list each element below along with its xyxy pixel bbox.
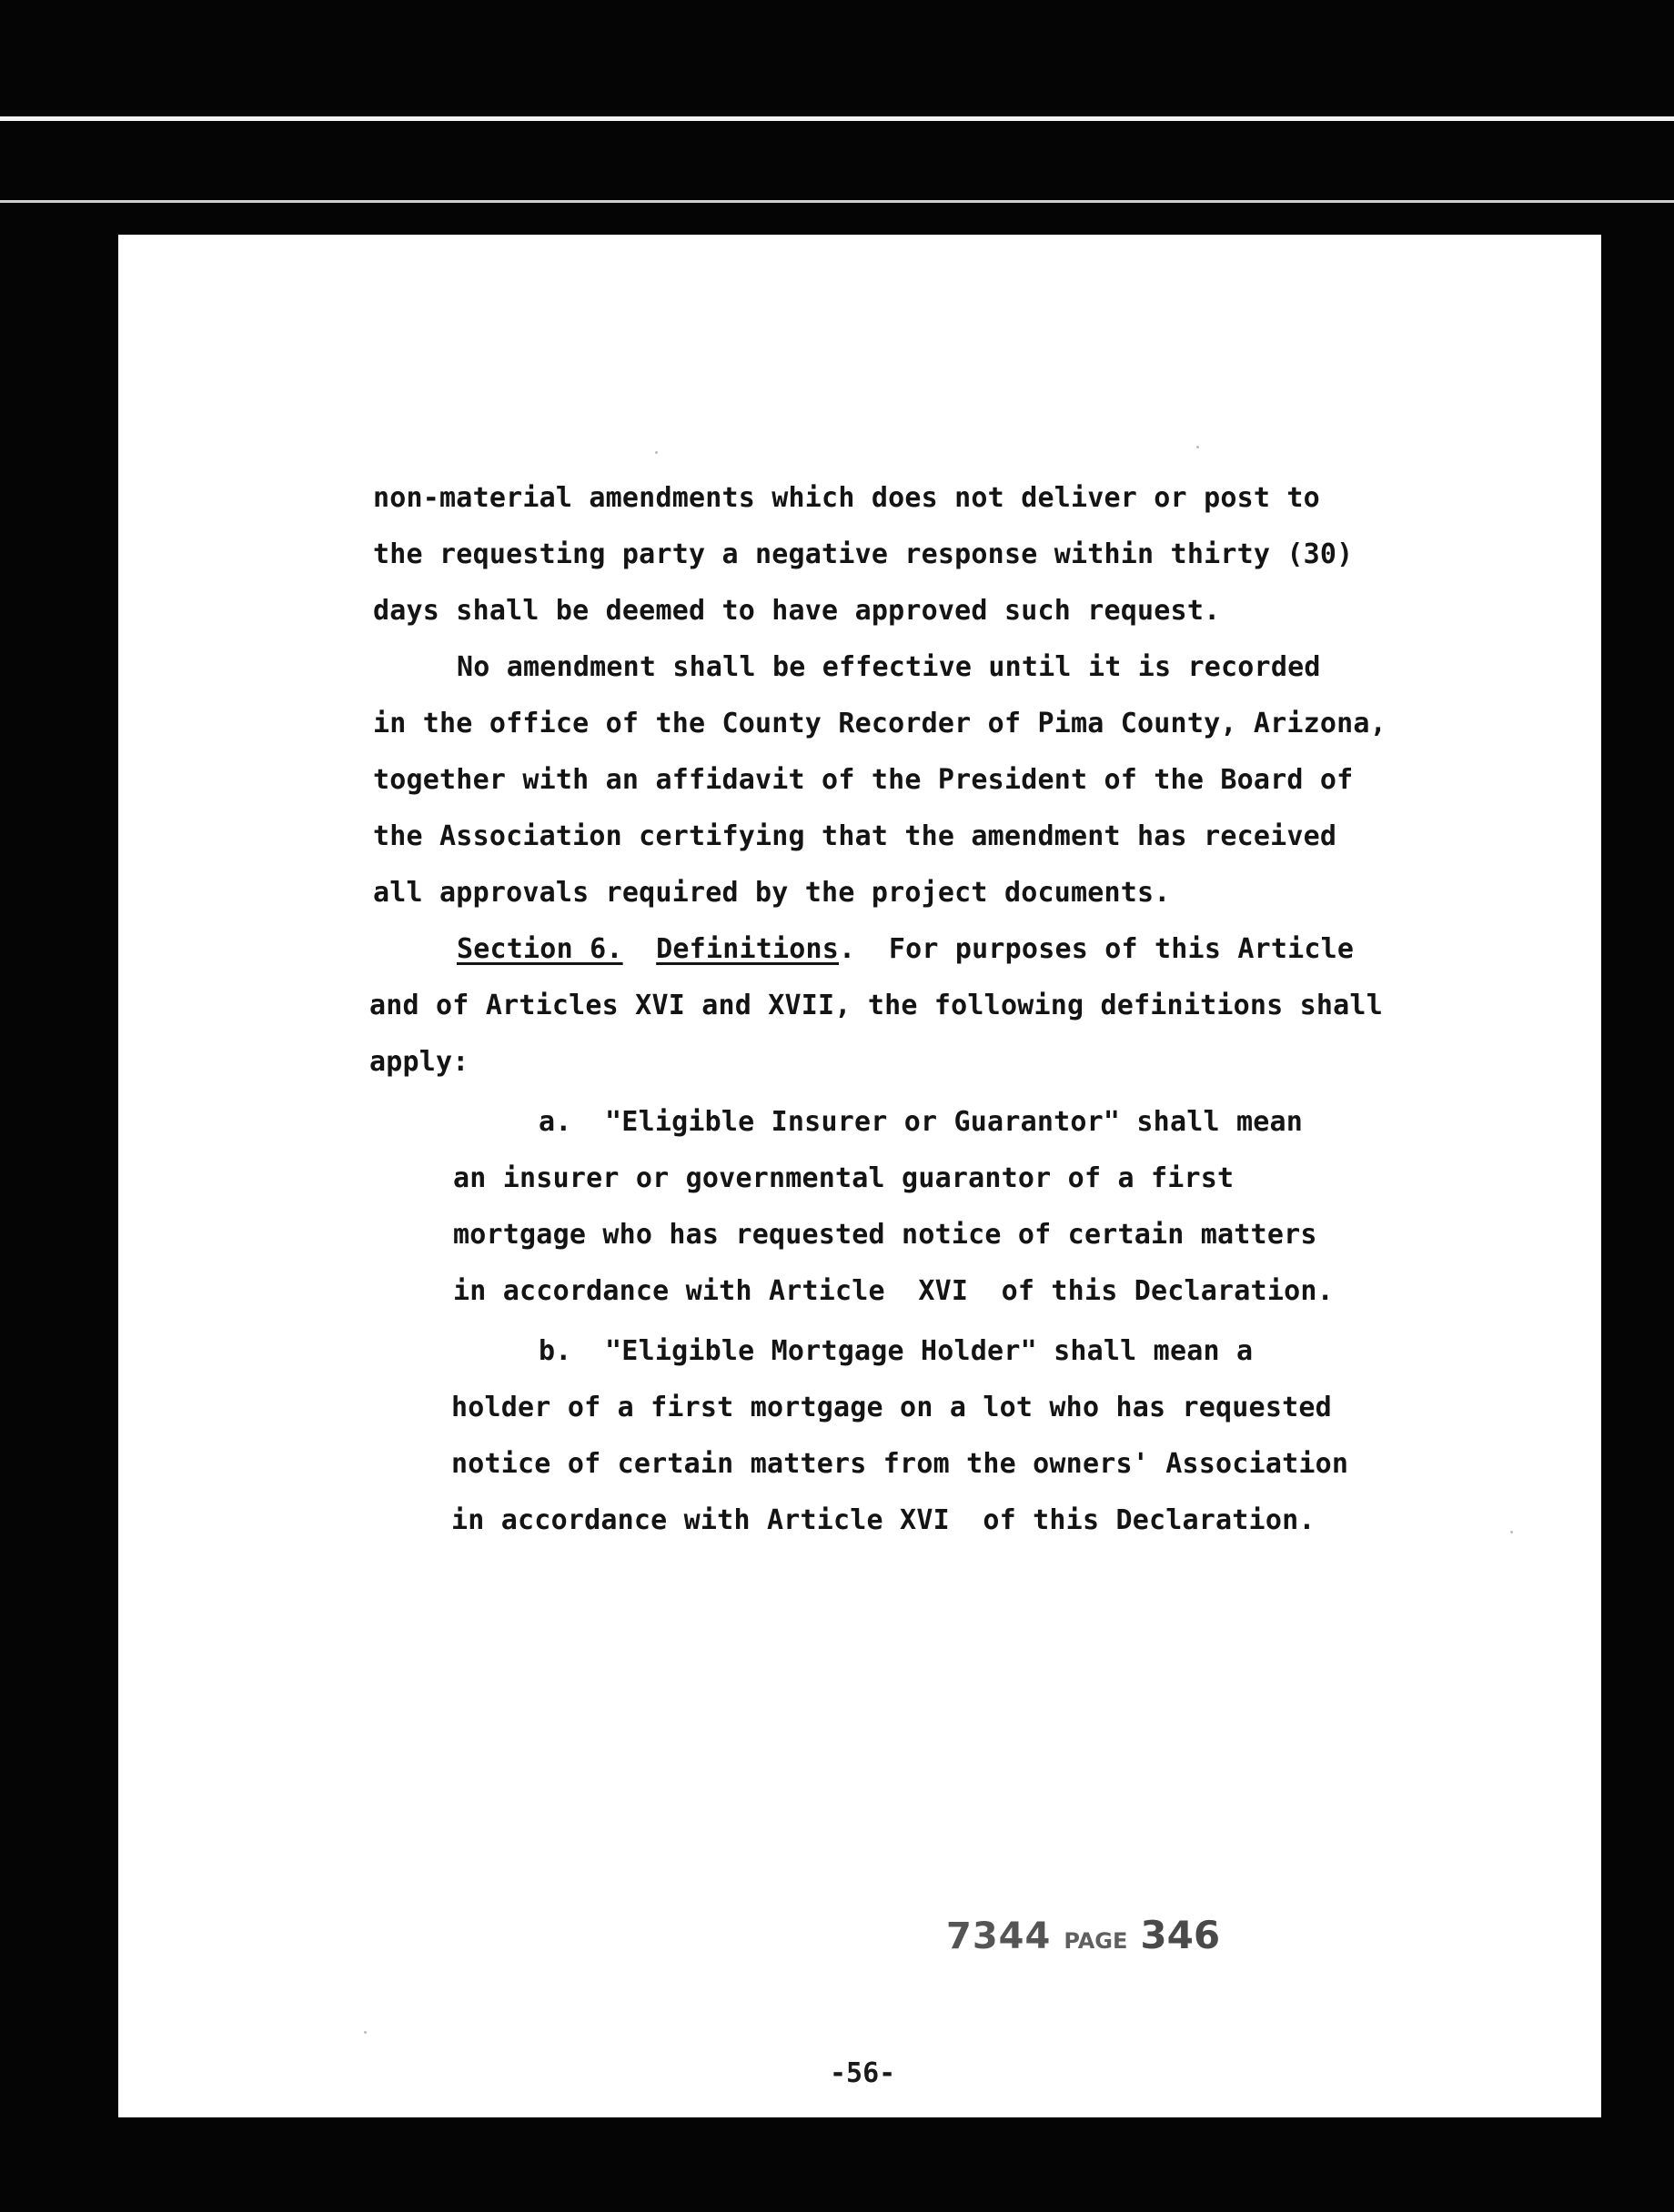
scan-border-top [0,116,1674,121]
paragraph-1-line-1: non-material amendments which does not deliver or post to [373,482,1320,514]
definition-b-line-3: notice of certain matters from the owners' Association [451,1448,1349,1480]
scan-speck [1196,446,1199,448]
definition-a-line-4: in accordance with Article XVI of this Declaration. [453,1275,1334,1307]
paragraph-2-line-5: all approvals required by the project documents. [373,877,1171,909]
definition-a-line-1: a. "Eligible Insurer or Guarantor" shall mean [539,1106,1304,1138]
section-6-line-3: apply: [369,1046,469,1078]
definition-b-line-2: holder of a first mortgage on a lot who has requested [451,1392,1332,1423]
section-6-heading-line [457,933,1354,966]
scan-speck [1510,1531,1513,1533]
definition-a-line-2: an insurer or governmental guarantor of a first [453,1162,1235,1194]
paragraph-1-line-3: days shall be deemed to have approved such request. [373,595,1221,627]
document-page [118,235,1601,2117]
stamp-page-number: 346 [1140,1913,1221,1957]
definition-b-line-1: b. "Eligible Mortgage Holder" shall mean a [539,1335,1254,1367]
paragraph-2-line-2: in the office of the County Recorder of Pima County, Arizona, [373,708,1387,739]
definition-a-line-3: mortgage who has requested notice of certain matters [453,1219,1317,1251]
paragraph-2-line-1: No amendment shall be effective until it is recorded [457,651,1321,683]
paragraph-2-line-4: the Association certifying that the amendment has received [373,820,1337,852]
section-6-line-2: and of Articles XVI and XVII, the following definitions shall [369,990,1383,1021]
recording-stamp [946,1913,1220,1957]
section-title-period: . [839,933,856,965]
section-title: Definitions [656,933,840,965]
scan-border-line [0,200,1674,203]
stamp-book-number: 7344 [946,1915,1052,1957]
definition-b-line-4: in accordance with Article XVI of this Declaration. [451,1504,1316,1536]
scan-speck [655,451,658,454]
stamp-page-label: PAGE [1064,1928,1128,1954]
scan-speck [364,2031,367,2034]
paragraph-1-line-2: the requesting party a negative response within thirty (30) [373,538,1354,570]
page-number: -56- [830,2057,896,2089]
section-intro: For purposes of this Article [888,933,1355,965]
section-number: Section 6. [457,933,623,965]
paragraph-2-line-3: together with an affidavit of the President of the Board of [373,764,1354,796]
